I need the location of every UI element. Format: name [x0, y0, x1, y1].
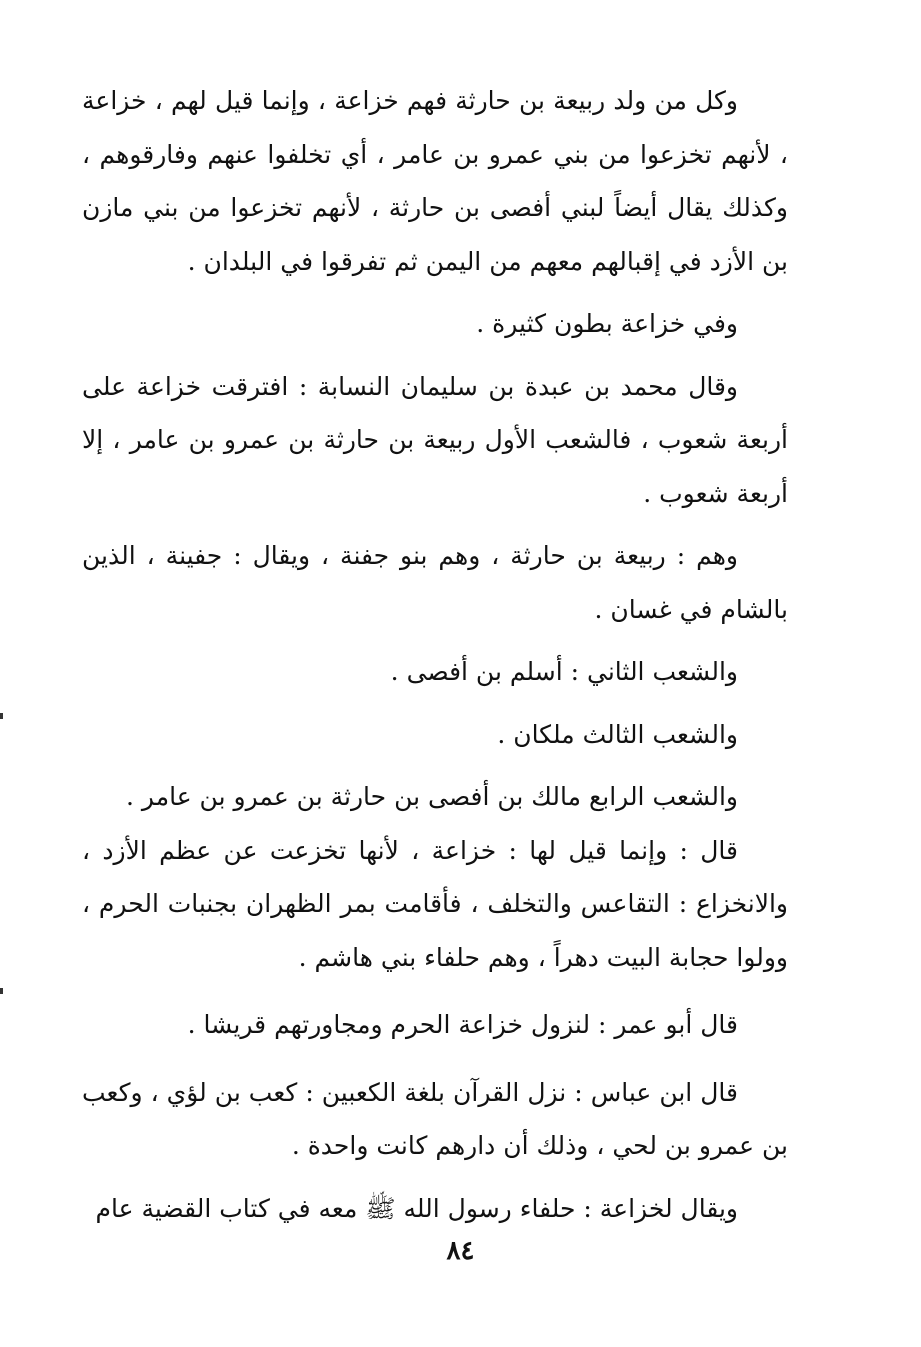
margin-mark [0, 713, 3, 719]
paragraph-4: وهم : ربيعة بن حارثة ، وهم بنو جفنة ، ويقال : جفينة ، الذين بالشام في غسان . [82, 541, 788, 624]
paragraph-8: قال : وإنما قيل لها : خزاعة ، لأنها تخزعت عن عظم الأزد ، والانخزاع : التقاعس والتخلف ، فأقامت بمر الظهران بجنبات الحرم ، وولوا حجابة البيت دهراً ، وهم حلفاء بني هاشم . [82, 835, 788, 972]
body-text [82, 74, 788, 1235]
paragraph-7: والشعب الرابع مالك بن أفصى بن حارثة بن عمرو بن عامر . [126, 782, 738, 811]
margin-mark [0, 988, 3, 994]
paragraph-10: قال ابن عباس : نزل القرآن بلغة الكعبين : كعب بن لؤي ، وكعب بن عمرو بن لحي ، وذلك أن دارهم كانت واحدة . [82, 1077, 788, 1160]
paragraph-3: وقال محمد بن عبدة بن سليمان النسابة : افترقت خزاعة على أربعة شعوب ، فالشعب الأول ربيعة بن حارثة بن عمرو بن عامر ، إلا أربعة شعوب . [82, 371, 788, 508]
paragraph-2: وفي خزاعة بطون كثيرة . [476, 309, 738, 338]
paragraph-5: والشعب الثاني : أسلم بن أفصى . [390, 657, 738, 686]
paragraph-11: ويقال لخزاعة : حلفاء رسول الله ﷺ معه في كتاب القضية عام [95, 1193, 738, 1223]
paragraph-1: وكل من ولد ربيعة بن حارثة فهم خزاعة ، وإنما قيل لهم ، خزاعة ، لأنهم تخزعوا من بني عمرو بن عامر ، أي تخلفوا عنهم وفارقوهم ، وكذلك يقال أيضاً لبني أفصى بن حارثة ، لأنهم تخزعوا من بني مازن بن الأزد في إقبالهم معهم من اليمن ثم تفرقوا في البلدان . [82, 86, 788, 276]
page-number: ٨٤ [446, 1236, 475, 1266]
paragraph-9: قال أبو عمر : لنزول خزاعة الحرم ومجاورتهم قريشا . [187, 1010, 738, 1039]
paragraph-6: والشعب الثالث ملكان . [497, 719, 738, 749]
